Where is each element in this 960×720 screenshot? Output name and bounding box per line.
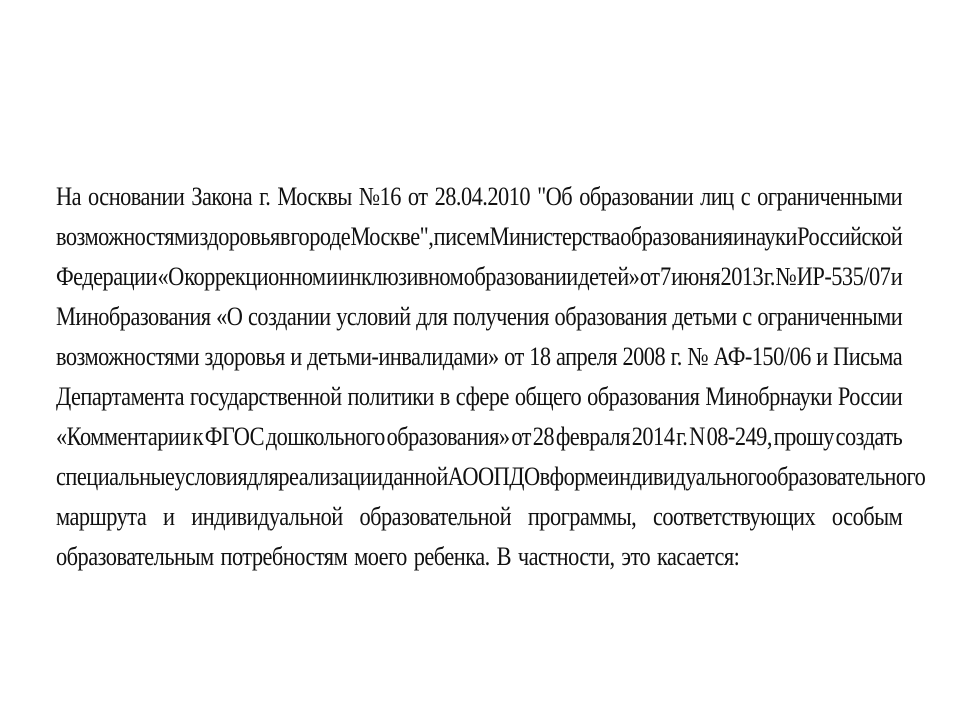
- text-line: [56, 177, 902, 217]
- word: инклюзивном: [338, 262, 464, 291]
- word: прошу: [773, 422, 834, 451]
- word: 7: [659, 262, 671, 291]
- word: возможностями: [56, 222, 200, 251]
- word: г.: [670, 342, 682, 371]
- word: для: [416, 302, 448, 331]
- word: реализации: [278, 462, 383, 491]
- text-line: [56, 417, 902, 457]
- word: специальные: [56, 462, 175, 491]
- word: основании: [88, 182, 185, 211]
- word: для: [247, 462, 279, 491]
- text-line: [56, 377, 902, 417]
- word: индивидуального: [607, 462, 767, 491]
- word: моего: [354, 542, 407, 571]
- word: и: [890, 262, 903, 291]
- word: Минобрнауки: [705, 382, 832, 411]
- word: в: [280, 222, 291, 251]
- word: образования: [587, 382, 700, 411]
- word: ребенка.: [413, 542, 490, 571]
- word: г.: [259, 182, 271, 211]
- word: с: [740, 182, 751, 211]
- word: Москве",: [350, 222, 434, 251]
- word: от: [639, 262, 660, 291]
- word: Минобразования: [56, 302, 211, 331]
- word: здоровья: [204, 342, 285, 371]
- text-line: [56, 217, 902, 257]
- word: Письма: [833, 342, 903, 371]
- word: «О: [157, 262, 184, 291]
- word: Министерства: [489, 222, 620, 251]
- word: и: [290, 342, 302, 371]
- word: детьми: [672, 302, 737, 331]
- word: №: [775, 262, 797, 291]
- word: соответствующих: [652, 502, 816, 531]
- word: ИР-535/07: [796, 262, 891, 291]
- word: к: [192, 422, 203, 451]
- word: «Комментарии: [56, 422, 191, 451]
- word: 28: [532, 422, 555, 451]
- word: образовательным: [56, 542, 214, 571]
- word: условия: [174, 462, 248, 491]
- word: данной: [382, 462, 448, 491]
- word: На: [56, 182, 82, 211]
- word: от: [511, 422, 531, 451]
- word: государственной: [189, 382, 342, 411]
- word: детей»: [578, 262, 640, 291]
- word: февраля: [555, 422, 630, 451]
- word: писем: [433, 222, 490, 251]
- word: образовательного: [766, 462, 926, 491]
- word: детьми-инвалидами»: [307, 342, 499, 371]
- word: здоровья: [199, 222, 280, 251]
- word: форме: [549, 462, 608, 491]
- word: №16: [358, 182, 401, 211]
- word: 28.04.2010: [434, 182, 531, 211]
- word: создании: [248, 302, 331, 331]
- word: ограниченными: [757, 302, 903, 331]
- word: образования: [554, 302, 667, 331]
- word: Департамента: [56, 382, 185, 411]
- word: дошкольного: [265, 422, 385, 451]
- text-line: [56, 257, 902, 297]
- word: от: [504, 342, 524, 371]
- word: науки: [744, 222, 797, 251]
- word: г.: [676, 422, 688, 451]
- word: возможностями: [56, 342, 200, 371]
- word: 2014: [631, 422, 675, 451]
- word: России: [837, 382, 903, 411]
- word: образовательной: [359, 502, 512, 531]
- word: «О: [216, 302, 243, 331]
- word: в: [539, 462, 550, 491]
- word: Закона: [191, 182, 253, 211]
- word: общего: [514, 382, 582, 411]
- word: создать: [835, 422, 903, 451]
- word: июня: [671, 262, 721, 291]
- text-line: [56, 297, 902, 337]
- word: 08-249,: [706, 422, 772, 451]
- word: "Об: [537, 182, 573, 211]
- text-line: [56, 337, 902, 377]
- word: образовании: [579, 182, 694, 211]
- word: получения: [453, 302, 549, 331]
- text-line: [56, 537, 902, 577]
- word: маршрута: [56, 502, 147, 531]
- word: №: [687, 342, 709, 371]
- word: и: [326, 262, 338, 291]
- word: ФГОС: [204, 422, 265, 451]
- word: АФ-150/06: [713, 342, 811, 371]
- word: В: [496, 542, 511, 571]
- word: Москвы: [277, 182, 352, 211]
- word: образовании: [463, 262, 578, 291]
- text-line: [56, 457, 926, 497]
- word: от: [407, 182, 428, 211]
- word: коррекционном: [184, 262, 326, 291]
- word: 2013: [720, 262, 764, 291]
- word: потребностям: [220, 542, 348, 571]
- word: особым: [831, 502, 903, 531]
- word: образования: [620, 222, 733, 251]
- word: АООП: [447, 462, 510, 491]
- word: ДО: [509, 462, 540, 491]
- word: и: [816, 342, 828, 371]
- word: политики: [347, 382, 434, 411]
- word: г.: [763, 262, 775, 291]
- text-line: [56, 497, 902, 537]
- word: образования»: [386, 422, 510, 451]
- word: 18: [529, 342, 551, 371]
- word: это: [621, 542, 651, 571]
- word: Российской: [797, 222, 903, 251]
- word: апреля: [555, 342, 618, 371]
- word: касается:: [657, 542, 740, 571]
- document-paragraph: [56, 177, 926, 577]
- word: городе: [290, 222, 351, 251]
- word: Федерации: [56, 262, 157, 291]
- word: условий: [336, 302, 411, 331]
- word: и: [732, 222, 745, 251]
- word: частности,: [517, 542, 615, 571]
- word: в: [439, 382, 450, 411]
- word: с: [742, 302, 752, 331]
- word: программы,: [527, 502, 637, 531]
- word: и: [163, 502, 175, 531]
- word: сфере: [455, 382, 509, 411]
- word: 2008: [622, 342, 666, 371]
- word: ограниченными: [757, 182, 903, 211]
- word: N: [689, 422, 705, 451]
- word: лиц: [700, 182, 734, 211]
- word: индивидуальной: [191, 502, 343, 531]
